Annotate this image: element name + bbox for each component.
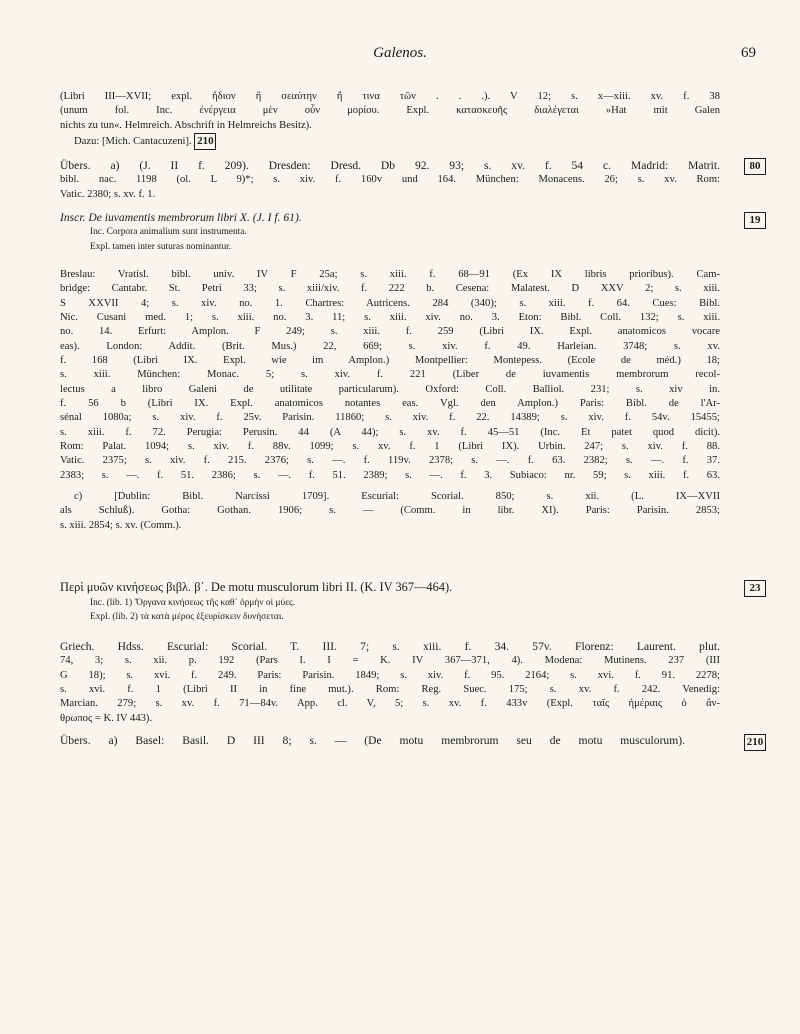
text-line: s. xiii. München: Monac. 5; s. xiv. f. 221 (Liber de iuvamentis membrorum recol-	[60, 369, 720, 381]
incipit: Inc. (lib. 1) Ὄργανα κινήσεως τῆς καθ᾽ ὁρμὴν οἱ μύες.	[90, 598, 296, 608]
text-line: s. xvi. f. 1 (Libri II in fine mut.). Rom: Reg. Suec. 175; s. xv. f. 242. Venedig:	[60, 684, 720, 696]
greek-manuscripts	[60, 640, 720, 726]
text-line: bridge: Cantabr. St. Petri 33; s. xiii/xiv. f. 222 b. Cesena: Malatest. D XXV 2; s. xiii.	[60, 283, 720, 295]
text-line: Rom: Palat. 1094; s. xiv. f. 88v. 1099; s. xv. f. 1 (Libri IX). Urbin. 247; s. xiv. f. 88.	[60, 441, 720, 453]
text-line: (Libri III—XVII; expl. ἤδιον ἢ σεαύτην ἤ τινα τῶν . . .). V 12; s. x—xiii. xv. f. 38	[60, 91, 720, 102]
text-line: Übers. a) (J. II f. 209). Dresden: Dresd. Db 92. 93; s. xv. f. 54 c. Madrid: Matrit.	[60, 159, 720, 172]
explicit: Expl. tamen inter suturas nominantur.	[90, 241, 232, 252]
reference-box: 19	[744, 212, 766, 229]
text-line: als Schluß). Gotha: Gothan. 1906; s. — (Comm. in libr. XI). Paris: Parisin. 2853;	[60, 505, 720, 517]
entry-heading: Περὶ μυῶν κινήσεως βιβλ. β΄. De motu musculorum libri II. (K. IV 367—464).	[60, 580, 453, 594]
text-line: Vatic. 2375; s. xiv. f. 215. 2376; s. —. f. 119v. 2378; s. —. f. 63. 2382; s. —. f. 37.	[60, 455, 720, 467]
text-line: Marcian. 279; s. xv. f. 71—84v. App. cl. V, 5; s. xv. f. 433v (Expl. ταῖς ἡμέραις ὁ ἄν-	[60, 698, 720, 710]
translations-last	[60, 734, 720, 748]
explicit: Expl. (lib. 2) τὰ κατὰ μέρος ἐξευρίσκειν δυνήσεται.	[90, 612, 284, 623]
running-title: Galenos.	[373, 45, 427, 61]
reference-box: 210	[194, 133, 216, 150]
incipit: Inc. Corpora animalium sunt instrumenta.	[90, 227, 247, 238]
inscription-entry	[60, 211, 720, 254]
text-line: f. 56 b (Libri IX. Expl. anatomicos notantes eas. Vgl. den Amplon.) Paris: Bibl. de l'Ar-	[60, 398, 720, 410]
reference-box: 23	[744, 580, 766, 597]
text-line: (unum fol. Inc. ἐνέργεια μὲν οὖν μορίου. Expl. κατασκευῆς διαλέγεται »Hat mit Galen	[60, 105, 720, 117]
page-number: 69	[741, 45, 756, 61]
dazu-text: Dazu: [Mich. Cantacuzeni].	[74, 136, 192, 148]
text-line: Griech. Hdss. Escurial: Scorial. T. III. 7; s. xiii. f. 34. 57v. Florenz: Laurent. plut.	[60, 640, 720, 653]
text-line: Übers. a) Basel: Basil. D III 8; s. — (De motu membrorum seu de motu musculorum).	[60, 734, 685, 747]
text-line: f. 168 (Libri IX. Expl. wie im Amplon.) Montpellier: Montepess. (Ecole de méd.) 18;	[60, 355, 720, 367]
entry-continuation	[60, 90, 720, 150]
dazu-line	[60, 133, 720, 150]
text-line: Nic. Cusani med. 1; s. xiii. no. 3. 11; s. xiii. xiv. no. 3. Eton: Bibl. Coll. 132; s. xiii.	[60, 312, 720, 324]
reference-box: 210	[744, 734, 766, 751]
reference-box: 80	[744, 158, 766, 175]
text-line: eas). London: Addit. (Brit. Mus.) 22, 669; s. xiv. f. 49. Harleian. 3748; s. xv.	[60, 340, 720, 352]
text-line: G 18); s. xvi. f. 249. Paris: Parisin. 1849; s. xiv. f. 95. 2164; s. xvi. f. 91. 2278;	[60, 669, 720, 681]
entry-heading: Inscr. De iuvamentis membrorum libri X. (J. I f. 61).	[60, 211, 302, 224]
translations-c	[60, 490, 720, 533]
text-line: lectus a libro Galeni de utilitate particularum). Oxford: Coll. Balliol. 231; s. xiv in.	[60, 383, 720, 395]
text-line: Vatic. 2380; s. xv. f. 1.	[60, 188, 156, 200]
running-header	[0, 46, 800, 66]
text-line: nichts zu tun«. Helmreich. Abschrift in Helmreichs Besitz).	[60, 119, 312, 131]
text-line: Breslau: Vratisl. bibl. univ. IV F 25a; s. xiii. f. 68—91 (Ex IX libris prioribus). Cam-	[60, 269, 720, 280]
text-line: s. xiii. f. 72. Perugia: Perusin. 44 (A 44); s. xv. f. 45—51 (Inc. Et patet quod dicit).	[60, 426, 720, 438]
text-line: θρωπος = K. IV 443).	[60, 712, 153, 724]
text-line: c) [Dublin: Bibl. Narcissi 1709]. Escurial: Scorial. 850; s. xii. (L. IX—XVII	[74, 491, 720, 502]
text-line: 74, 3; s. xii. p. 192 (Pars I. I = K. IV 367—371, 4). Modena: Mutinens. 237 (III	[60, 655, 720, 667]
text-line: sénal 1080a; s. xiv. f. 25v. Parisin. 11860; s. xiv. f. 22. 14389; s. xiv. f. 54v. 15455;	[60, 412, 720, 424]
translations-a	[60, 159, 720, 202]
text-line: s. xiii. 2854; s. xv. (Comm.).	[60, 519, 182, 531]
manuscript-list	[60, 268, 720, 483]
text-line: 2383; s. —. f. 51. 2386; s. —. f. 51. 2389; s. —. f. 3. Subiaco: nr. 59; s. xiii. f. 63.	[60, 469, 720, 481]
work-entry	[60, 578, 720, 625]
text-line: S XXVII 4; s. xiv. no. 1. Chartres: Autricens. 284 (340); s. xiii. f. 64. Cues: Bibl.	[60, 297, 720, 309]
text-line: no. 14. Erfurt: Amplon. F 249; s. xiii. f. 259 (Libri IX. Expl. anatomicos vocare	[60, 326, 720, 338]
text-line: bibl. nac. 1198 (ol. L 9)*; s. xiv. f. 160v und 164. München: Monacens. 26; s. xv. Rom:	[60, 174, 720, 186]
